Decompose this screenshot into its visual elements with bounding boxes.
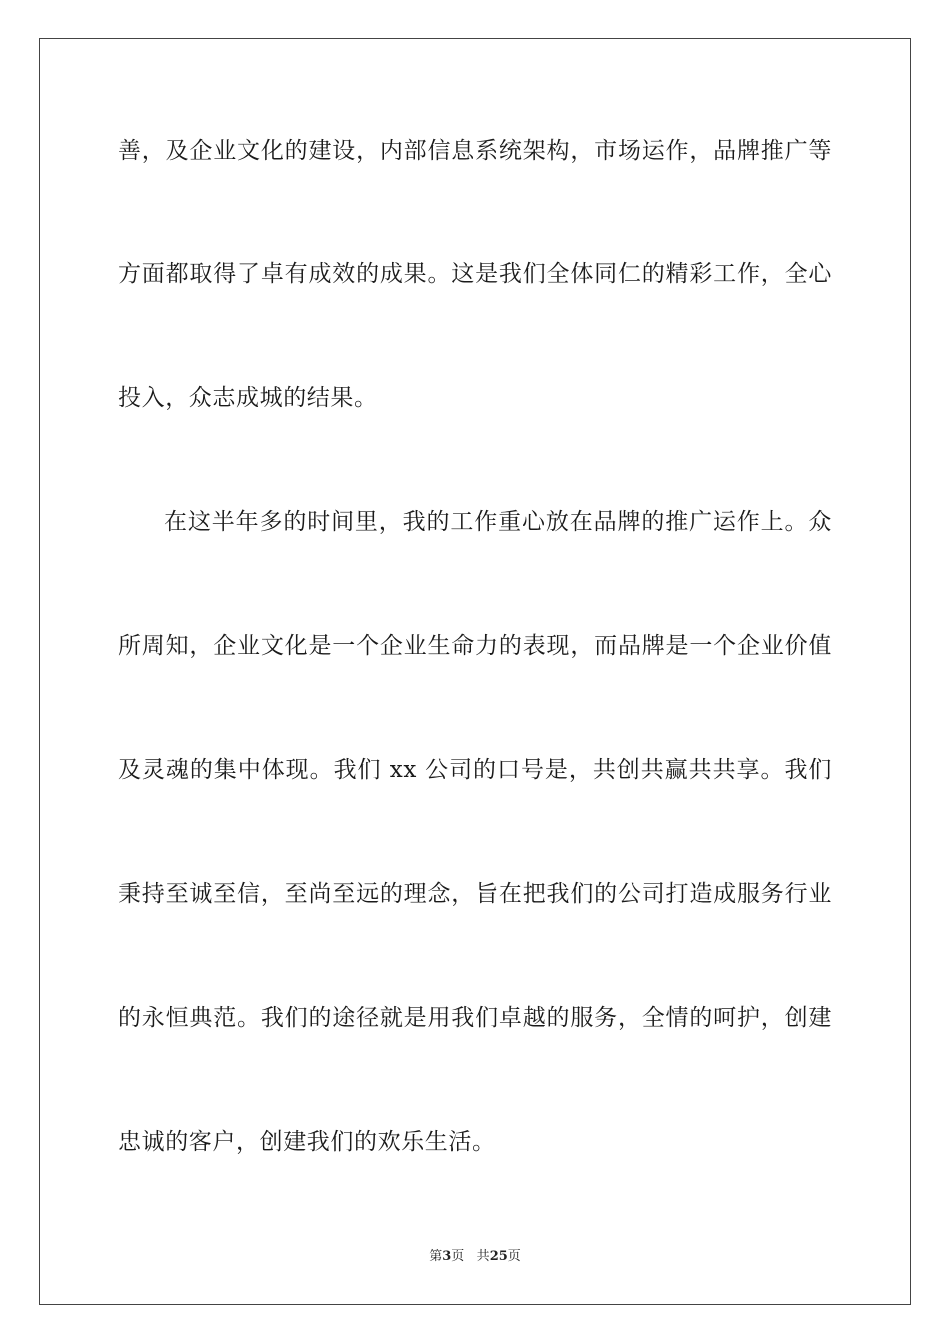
text-line: 善，及企业文化的建设，内部信息系统架构，市场运作，品牌推广等 [118,138,832,164]
text-line: 方面都取得了卓有成效的成果。这是我们全体同仁的精彩工作，全心 [118,261,832,287]
page-number: 3 [442,1249,452,1264]
page-suffix: 页 [451,1249,465,1264]
text-line: 忠诚的客户，创建我们的欢乐生活。 [118,1129,496,1155]
text-line: 投入，众志成城的结果。 [118,385,378,411]
text-line: 所周知，企业文化是一个企业生命力的表现，而品牌是一个企业价值 [118,633,832,659]
page-footer [0,1248,950,1266]
total-pages: 25 [489,1249,508,1264]
paragraph-first-line: 在这半年多的时间里，我的工作重心放在品牌的推广运作上。众 [164,509,832,535]
page-prefix: 第 [429,1249,443,1264]
page-border [39,38,911,1305]
total-suffix: 页 [507,1249,521,1264]
text-line: 的永恒典范。我们的途径就是用我们卓越的服务，全情的呵护，创建 [118,1005,832,1031]
text-line: 及灵魂的集中体现。我们 xx 公司的口号是，共创共赢共共享。我们 [118,757,832,783]
total-prefix: 共 [476,1249,490,1264]
text-line: 秉持至诚至信，至尚至远的理念，旨在把我们的公司打造成服务行业 [118,881,832,907]
